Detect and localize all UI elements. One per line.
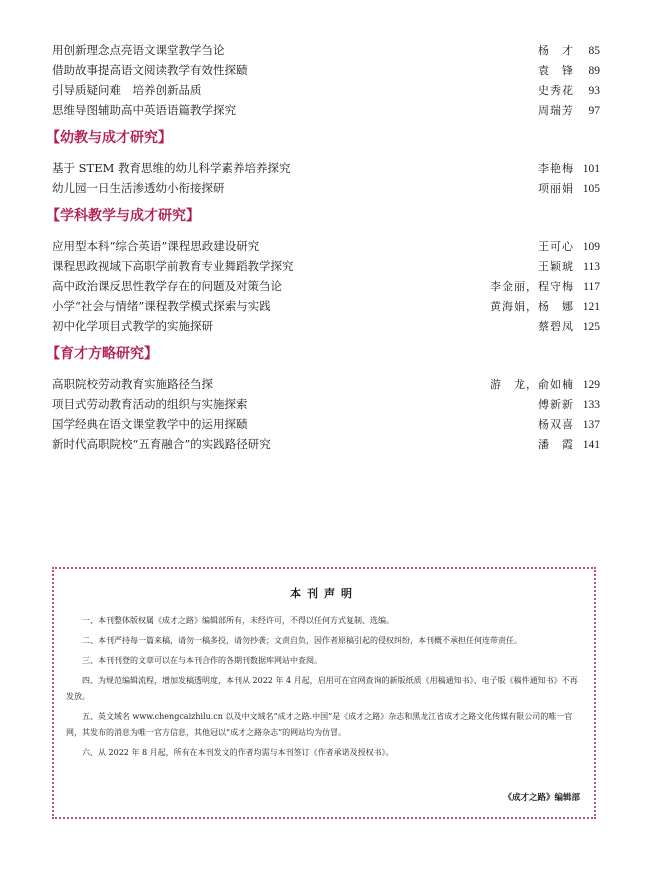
entry-page: 133 bbox=[582, 399, 600, 411]
entry-page: 101 bbox=[582, 163, 600, 175]
toc-entry[interactable] bbox=[52, 296, 600, 316]
entry-page: 97 bbox=[588, 105, 600, 117]
entry-title: 高职院校劳动教育实施路径刍探 bbox=[52, 377, 213, 391]
entry-title: 思维导图辅助高中英语语篇教学探究 bbox=[52, 103, 236, 117]
toc-entry[interactable] bbox=[52, 236, 600, 256]
toc-entry[interactable] bbox=[52, 434, 600, 454]
entry-title: 项目式劳动教育活动的组织与实施探索 bbox=[52, 397, 248, 411]
entry-author: 李艳梅 bbox=[538, 162, 574, 175]
entry-title: 国学经典在语文课堂教学中的运用探赜 bbox=[52, 417, 248, 431]
toc-entry[interactable] bbox=[52, 40, 600, 60]
entry-author: 袁 锋 bbox=[538, 64, 574, 77]
entry-author: 潘 霞 bbox=[538, 438, 574, 451]
notice-item: 五、英文域名 www.chengcaizhilu.cn 以及中文域名“成才之路.中国”是《成才之路》杂志和黑龙江省成才之路文化传媒有限公司的唯一官网，其发布的消息为唯一官方信息，其他冠以“成才之路杂志”的网站均为仿冒。 bbox=[66, 712, 573, 737]
entry-title: 高中政治课反思性教学存在的问题及对策刍论 bbox=[52, 279, 282, 293]
entry-page: 85 bbox=[588, 45, 600, 57]
section-heading-subject-teaching: 【学科教学与成才研究】 bbox=[46, 208, 200, 224]
toc-entry[interactable] bbox=[52, 80, 600, 100]
entry-author: 史秀花 bbox=[538, 84, 574, 97]
notice-item: 四、为规范编辑流程，增加发稿透明度，本刊从 2022 年 4 月起，启用可在官网查询的新版纸质《用稿通知书》、电子版《稿件通知书》不再发放。 bbox=[66, 676, 578, 701]
entry-author: 傅新新 bbox=[538, 398, 574, 411]
table-of-contents bbox=[46, 40, 600, 454]
toc-entry[interactable] bbox=[52, 178, 600, 198]
entry-page: 89 bbox=[588, 65, 600, 77]
entry-page: 137 bbox=[582, 419, 600, 431]
toc-top-entries bbox=[52, 40, 600, 120]
entry-title: 引导质疑问难 培养创新品质 bbox=[52, 83, 202, 97]
entry-title: 新时代高职院校“五育融合”的实践路径研究 bbox=[52, 437, 271, 451]
toc-entry[interactable] bbox=[52, 256, 600, 276]
section-heading-talent-strategy: 【育才方略研究】 bbox=[46, 346, 158, 362]
toc-entry[interactable] bbox=[52, 374, 600, 394]
entry-page: 121 bbox=[582, 301, 600, 313]
toc-entry[interactable] bbox=[52, 414, 600, 434]
entry-page: 105 bbox=[582, 183, 600, 195]
entry-author: 杨 才 bbox=[538, 44, 574, 57]
entry-page: 109 bbox=[582, 241, 600, 253]
entry-title: 用创新理念点亮语文课堂教学刍论 bbox=[52, 43, 225, 57]
entry-author: 周瑞芳 bbox=[538, 104, 574, 117]
entry-title: 小学“社会与情绪”课程教学模式探索与实践 bbox=[52, 299, 271, 313]
entry-page: 113 bbox=[583, 261, 600, 273]
entry-page: 141 bbox=[582, 439, 600, 451]
toc-entry[interactable] bbox=[52, 60, 600, 80]
entry-author: 蔡碧凤 bbox=[538, 320, 574, 333]
notice-signature: 《成才之路》编辑部 bbox=[503, 793, 580, 803]
entry-title: 初中化学项目式教学的实施探研 bbox=[52, 319, 213, 333]
toc-entry[interactable] bbox=[52, 316, 600, 336]
notice-item: 一、本刊整体版权属《成才之路》编辑部所有，未经许可，不得以任何方式复制、选编。 bbox=[82, 616, 394, 625]
entry-author: 游 龙，俞如楠 bbox=[490, 378, 574, 391]
entry-title: 应用型本科“综合英语”课程思政建设研究 bbox=[52, 239, 260, 253]
entry-author: 王颖琥 bbox=[538, 260, 574, 273]
section-heading-early-education: 【幼教与成才研究】 bbox=[46, 130, 172, 146]
entry-page: 125 bbox=[582, 321, 600, 333]
notice-item: 三、本刊刊登的文章可以在与本刊合作的各期刊数据库网站中查阅。 bbox=[82, 656, 322, 665]
entry-title: 借助故事提高语文阅读教学有效性探赜 bbox=[52, 63, 248, 77]
entry-author: 黄海娟，杨 娜 bbox=[490, 300, 574, 313]
toc-entry[interactable] bbox=[52, 158, 600, 178]
entry-title: 课程思政视域下高职学前教育专业舞蹈教学探究 bbox=[52, 259, 294, 273]
toc-entry[interactable] bbox=[52, 276, 600, 296]
entry-title: 幼儿园一日生活渗透幼小衔接探研 bbox=[52, 181, 225, 195]
entry-page: 129 bbox=[582, 379, 600, 391]
entry-author: 王可心 bbox=[538, 240, 574, 253]
entry-page: 93 bbox=[588, 85, 600, 97]
entry-author: 杨双喜 bbox=[538, 418, 574, 431]
entry-page: 117 bbox=[583, 281, 600, 293]
toc-entry[interactable] bbox=[52, 394, 600, 414]
entry-author: 项丽娟 bbox=[538, 182, 574, 195]
notice-item: 二、本刊严持每一篇来稿，请勿一稿多投，请勿抄袭；文责自负，因作者原稿引起的侵权纠纷，本刊概不承担任何连带责任。 bbox=[82, 636, 522, 645]
notice-item: 六、从 2022 年 8 月起，所有在本刊发文的作者均需与本刊签订《作者承诺及授权书》。 bbox=[82, 748, 394, 757]
toc-entry[interactable] bbox=[52, 100, 600, 120]
notice-title: 本刊声明 bbox=[290, 587, 358, 600]
entry-title: 基于 STEM 教育思维的幼儿科学素养培养探究 bbox=[52, 161, 291, 175]
journal-notice-box bbox=[52, 567, 596, 819]
entry-author: 李金丽，程守梅 bbox=[490, 280, 574, 293]
